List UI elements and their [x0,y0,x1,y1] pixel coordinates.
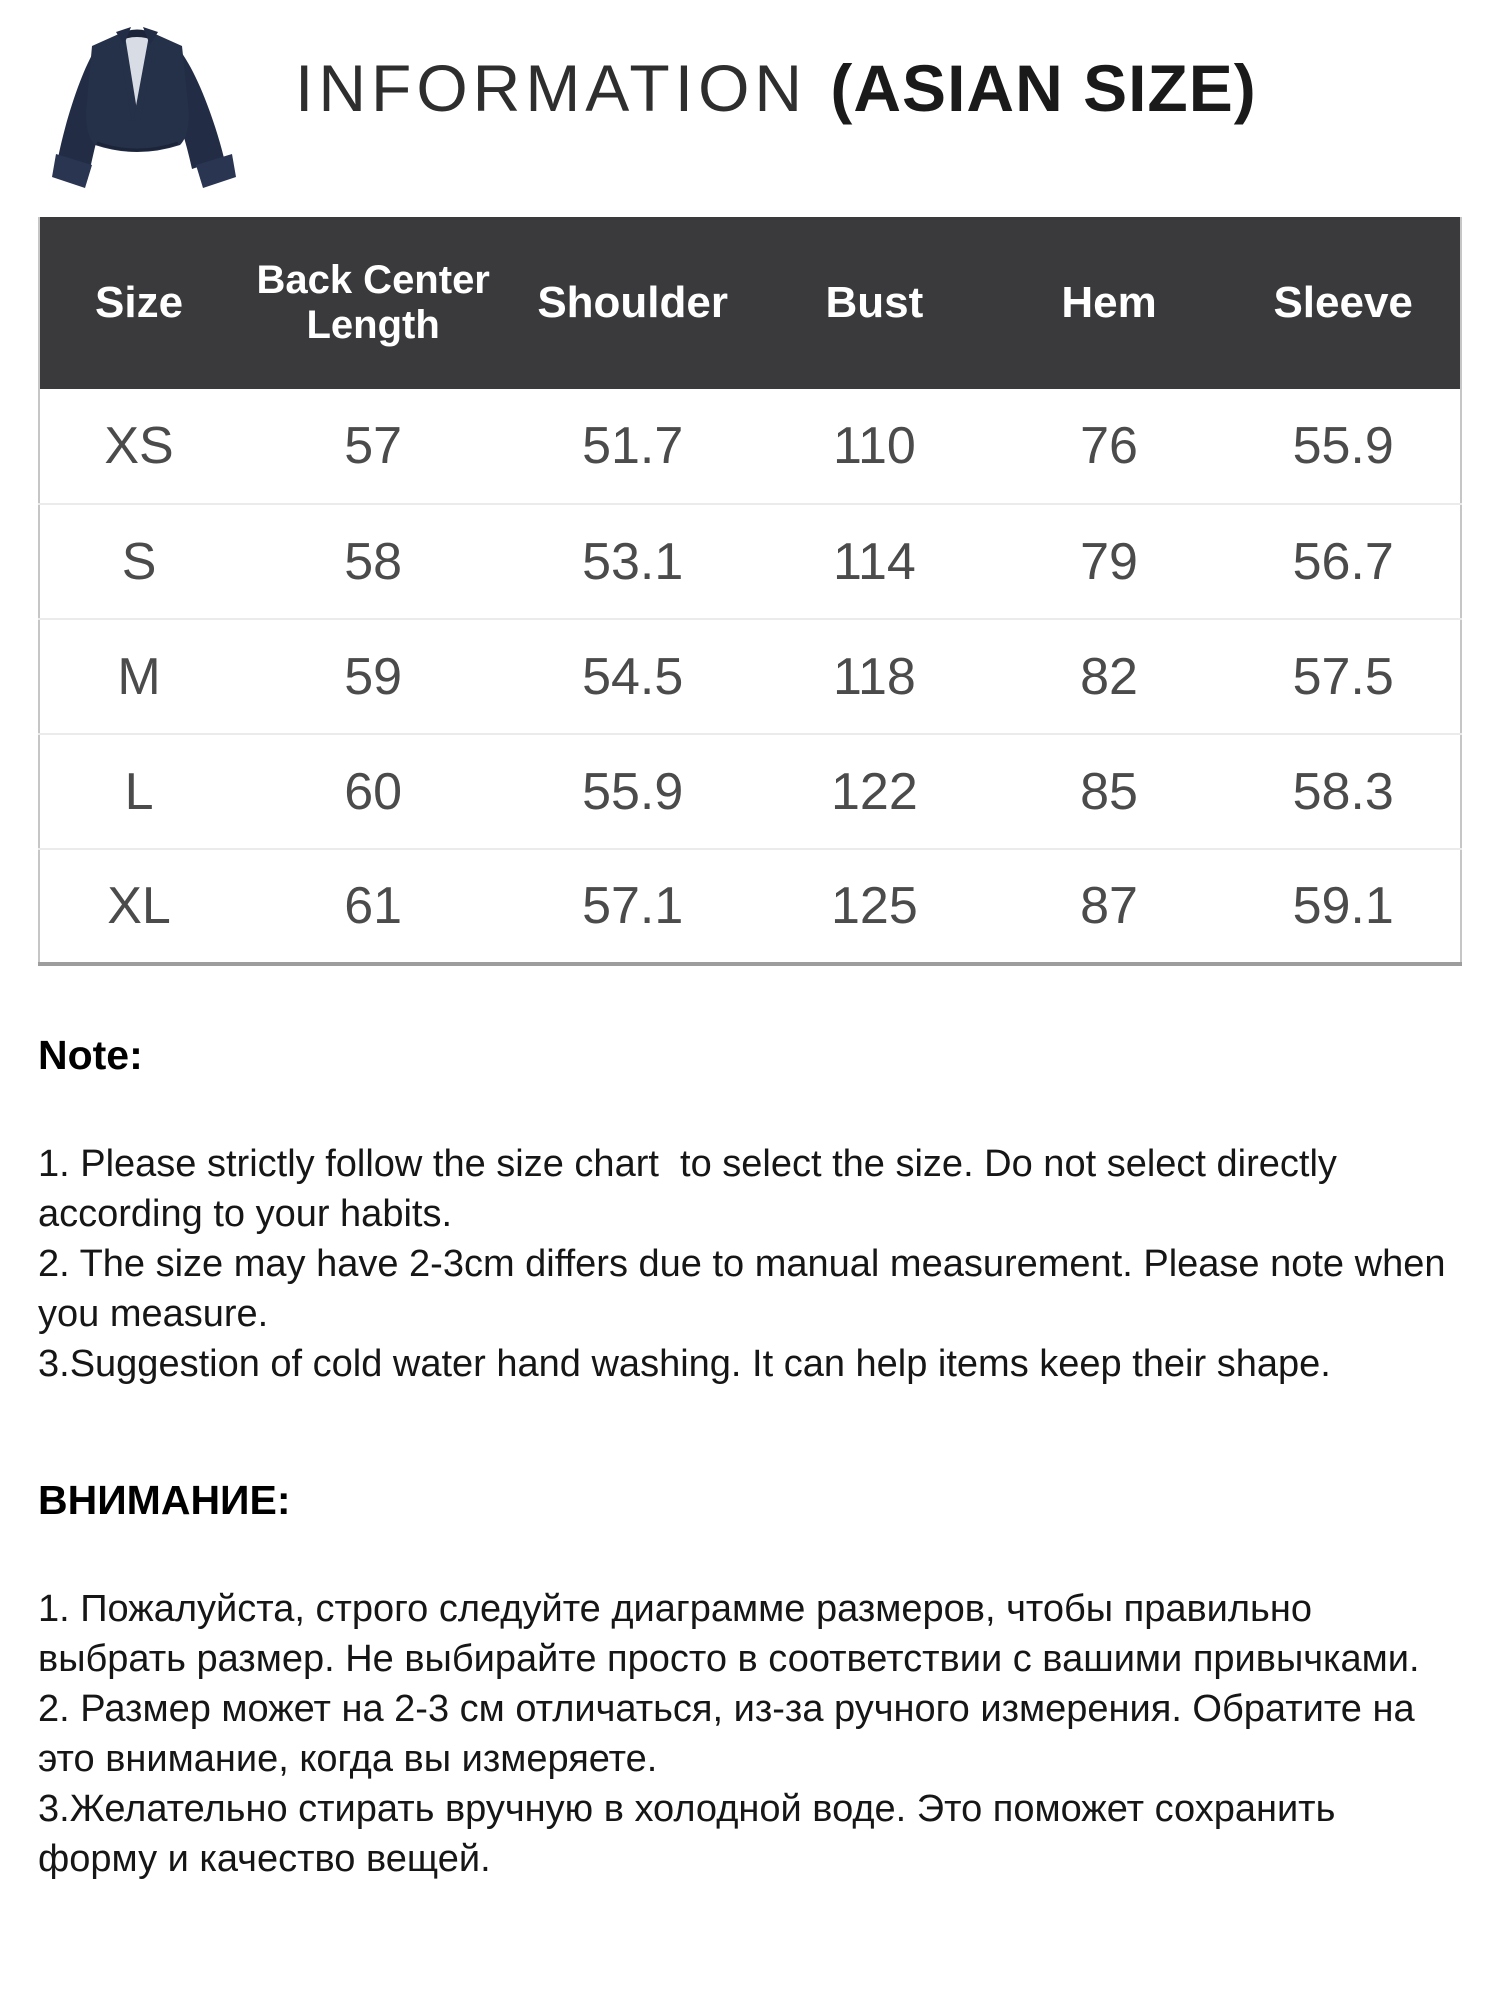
note-item: 1. Пожалуйста, строго следуйте диаграмме размеров, чтобы правильно выбрать размер. Не выбирайте просто в соответствии с вашими привычками. [38,1588,1420,1680]
note-list-en [38,1139,1464,1389]
title-bold-text: (ASIAN SIZE) [830,51,1257,125]
size-label-cell: XL [39,849,238,964]
size-label-cell: L [39,734,238,849]
measurement-cell: 56.7 [1226,504,1461,619]
measurement-cell: 55.9 [508,734,757,849]
note-item: 3.Желательно стирать вручную в холодной воде. Это поможет сохранить форму и качество вещей. [38,1788,1346,1880]
table-row [39,504,1461,619]
measurement-cell: 82 [992,619,1227,734]
measurement-cell: 122 [757,734,992,849]
note-heading-ru: ВНИМАНИЕ: [38,1477,291,1523]
measurement-cell: 76 [1080,417,1138,475]
measurement-cell: 51.7 [582,417,684,475]
measurement-cell: 125 [757,849,992,964]
measurement-cell: 60 [238,734,508,849]
note-list-ru [38,1584,1464,1884]
measurement-cell: 57.1 [508,849,757,964]
column-header: Sleeve [1226,217,1461,389]
measurement-cell: 57.5 [1226,619,1461,734]
measurement-cell: 79 [992,504,1227,619]
column-header: Shoulder [508,217,757,389]
column-header: Size [39,217,238,389]
measurement-cell: 53.1 [508,504,757,619]
measurement-cell: 114 [757,504,992,619]
jacket-image [52,18,237,193]
note-item: 2. Размер может на 2-3 см отличаться, из-за ручного измерения. Обратите на это внимание, когда вы измеряете. [38,1688,1426,1780]
table-header-row [39,217,1461,389]
size-label-cell: XS [104,417,174,475]
column-header: Back Center Length [238,217,508,389]
table-row [39,619,1461,734]
measurement-cell: 55.9 [1292,417,1394,475]
size-table [38,217,1462,966]
note-item: 3.Suggestion of cold water hand washing. It can help items keep their shape. [38,1343,1331,1385]
column-header: Hem [992,217,1227,389]
measurement-cell: 87 [992,849,1227,964]
size-label-cell: S [39,504,238,619]
table-body [39,389,1461,964]
table-row [39,849,1461,964]
measurement-cell: 61 [238,849,508,964]
note-item: 2. The size may have 2-3cm differs due to manual measurement. Please note when you measure. [38,1243,1457,1335]
note-item: 1. Please strictly follow the size chart to select the size. Do not select directly according to your habits. [38,1143,1348,1235]
column-header: Bust [757,217,992,389]
measurement-cell: 59.1 [1226,849,1461,964]
note-heading-en: Note: [38,1032,143,1078]
title-regular-text: INFORMATION [295,51,831,125]
table-row [39,389,1461,504]
size-label-cell: M [39,619,238,734]
measurement-cell: 58 [238,504,508,619]
notes-section [38,1032,1464,1884]
measurement-cell: 59 [238,619,508,734]
measurement-cell: 118 [757,619,992,734]
page-title [295,51,1257,125]
measurement-cell: 57 [344,417,403,475]
measurement-cell: 58.3 [1226,734,1461,849]
measurement-cell: 110 [832,417,916,475]
measurement-cell: 85 [992,734,1227,849]
table-row [39,734,1461,849]
measurement-cell: 54.5 [508,619,757,734]
